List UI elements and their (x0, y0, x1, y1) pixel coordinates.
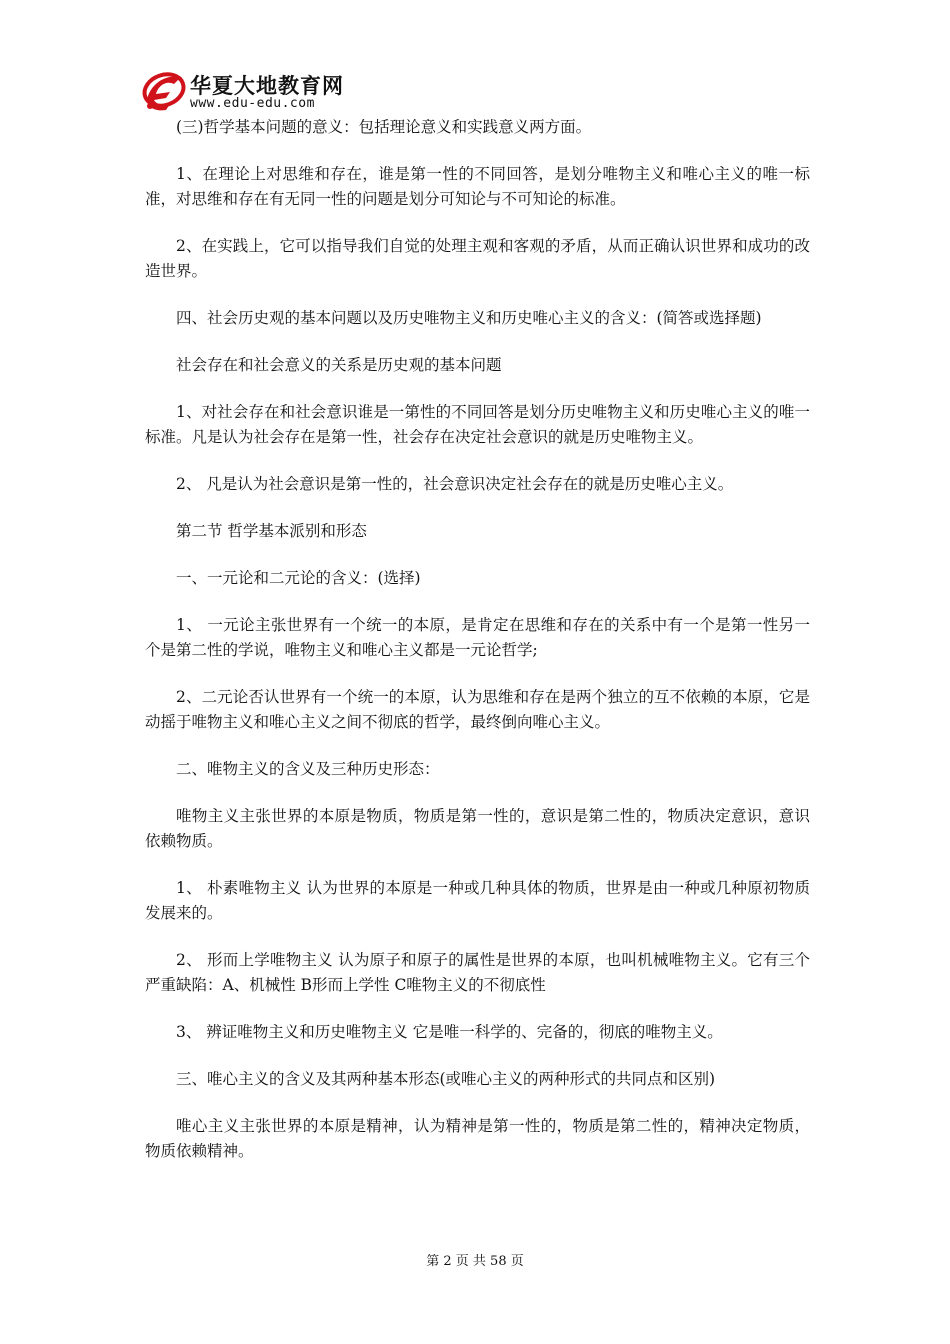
paragraph: 社会存在和社会意义的关系是历史观的基本问题 (176, 356, 502, 374)
logo-url: www.edu-edu.com (190, 96, 315, 111)
paragraph: (三)哲学基本问题的意义：包括理论意义和实践意义两方面。 (176, 118, 592, 136)
paragraph: 唯物主义主张世界的本原是物质，物质是第一性的，意识是第二性的，物质决定意识，意识依赖物质。 (145, 807, 810, 850)
paragraph: 2、 形而上学唯物主义 认为原子和原子的属性是世界的本原，也叫机械唯物主义。它有三个严重缺陷：A、机械性 B形而上学性 C唯物主义的不彻底性 (145, 951, 810, 994)
paragraph: 1、 一元论主张世界有一个统一的本原，是肯定在思维和存在的关系中有一个是第一性另一个是第二性的学说，唯物主义和唯心主义都是一元论哲学; (145, 616, 810, 659)
section-heading: 一、一元论和二元论的含义：(选择) (176, 569, 421, 587)
site-header (140, 66, 400, 116)
logo-title: 华夏大地教育网 (190, 74, 344, 98)
paragraph: 1、 朴素唯物主义 认为世界的本原是一种或几种具体的物质，世界是由一种或几种原初物质发展来的。 (145, 879, 810, 922)
paragraph: 1、在理论上对思维和存在，谁是第一性的不同回答，是划分唯物主义和唯心主义的唯一标准，对思维和存在有无同一性的问题是划分可知论与不可知论的标准。 (145, 165, 810, 208)
paragraph: 1、对社会存在和社会意识谁是一第性的不同回答是划分历史唯物主义和历史唯心主义的唯一标准。凡是认为社会存在是第一性，社会存在决定社会意识的就是历史唯物主义。 (145, 403, 810, 446)
page-number: 第 2 页 共 58 页 (426, 1254, 524, 1269)
paragraph: 2、 凡是认为社会意识是第一性的，社会意识决定社会存在的就是历史唯心主义。 (176, 475, 734, 493)
section-heading: 二、唯物主义的含义及三种历史形态： (176, 760, 440, 778)
document-body (145, 115, 810, 1186)
edu-logo-icon (140, 66, 188, 112)
paragraph: 2、在实践上，它可以指导我们自觉的处理主观和客观的矛盾，从而正确认识世界和成功的改造世界。 (145, 237, 810, 280)
section-heading: 三、唯心主义的含义及其两种基本形态(或唯心主义的两种形式的共同点和区别) (176, 1070, 716, 1088)
paragraph: 唯心主义主张世界的本原是精神，认为精神是第一性的，物质是第二性的，精神决定物质，物质依赖精神。 (145, 1117, 810, 1160)
paragraph: 2、二元论否认世界有一个统一的本原，认为思维和存在是两个独立的互不依赖的本原，它是动摇于唯物主义和唯心主义之间不彻底的哲学，最终倒向唯心主义。 (145, 688, 810, 731)
chapter-heading: 第二节 哲学基本派别和形态 (176, 522, 367, 540)
paragraph: 3、 辨证唯物主义和历史唯物主义 它是唯一科学的、完备的，彻底的唯物主义。 (176, 1023, 723, 1041)
section-heading: 四、社会历史观的基本问题以及历史唯物主义和历史唯心主义的含义：(简答或选择题) (176, 309, 762, 327)
